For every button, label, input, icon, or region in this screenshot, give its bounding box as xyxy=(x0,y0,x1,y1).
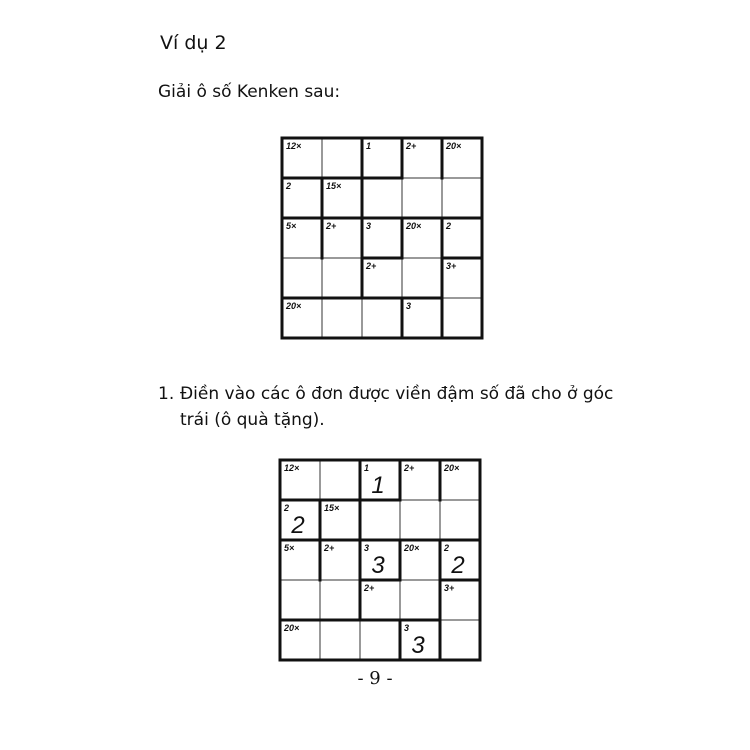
grid-cell xyxy=(440,500,480,540)
cage-label: 15× xyxy=(324,503,340,513)
cage-label: 2 xyxy=(444,543,450,553)
cage-label: 3+ xyxy=(446,261,457,271)
cage-label: 5× xyxy=(284,543,295,553)
page-number: - 9 - xyxy=(357,668,393,689)
grid-cell xyxy=(360,500,400,540)
cage-label: 2 xyxy=(286,181,292,191)
step-number: 1. xyxy=(158,384,175,404)
filled-value: 2 xyxy=(291,512,305,539)
cage-label: 2 xyxy=(284,503,290,513)
grid-cell xyxy=(320,620,360,660)
cage-label: 2+ xyxy=(366,261,377,271)
step-instruction xyxy=(158,381,618,433)
grid-cell xyxy=(402,258,442,298)
cage-label: 5× xyxy=(286,221,297,231)
grid-cell xyxy=(400,580,440,620)
cage-label: 3 xyxy=(366,221,372,231)
cage-label: 3 xyxy=(404,623,410,633)
kenken-grid-step1 xyxy=(280,460,480,660)
grid-cell xyxy=(362,298,402,338)
cage-label: 2+ xyxy=(364,583,375,593)
filled-value: 2 xyxy=(451,552,465,579)
grid-cell xyxy=(360,620,400,660)
cage-label: 3 xyxy=(406,301,412,311)
cage-label: 12× xyxy=(284,463,300,473)
cage-label: 2+ xyxy=(406,141,417,151)
grid-cell xyxy=(362,178,402,218)
cage-label: 1 xyxy=(366,141,372,151)
step-text: Điền vào các ô đơn được viền đậm số đã cho ở góc trái (ô quà tặng). xyxy=(180,384,614,430)
cage-label: 20× xyxy=(444,463,460,473)
grid-cell xyxy=(322,298,362,338)
filled-value: 3 xyxy=(411,632,425,659)
cage-label: 1 xyxy=(364,463,370,473)
cage-label: 2+ xyxy=(404,463,415,473)
grid-cell xyxy=(442,178,482,218)
intro-text: Giải ô số Kenken sau: xyxy=(158,82,341,102)
filled-value: 1 xyxy=(371,472,385,499)
cage-label: 3 xyxy=(364,543,370,553)
cage-label: 3+ xyxy=(444,583,455,593)
cage-label: 20× xyxy=(286,301,302,311)
cage-label: 2 xyxy=(446,221,452,231)
grid-cell xyxy=(400,500,440,540)
cage-label: 20× xyxy=(404,543,420,553)
cage-label: 20× xyxy=(446,141,462,151)
grid-cell xyxy=(320,460,360,500)
grid-cell xyxy=(440,620,480,660)
cage-label: 2+ xyxy=(324,543,335,553)
filled-value: 3 xyxy=(371,552,385,579)
grid-cell xyxy=(280,580,320,620)
cage-label: 20× xyxy=(284,623,300,633)
cage-label: 15× xyxy=(326,181,342,191)
kenken-grid-puzzle xyxy=(282,138,482,338)
grid-cell xyxy=(320,580,360,620)
grid-cell xyxy=(402,178,442,218)
grid-cell xyxy=(282,258,322,298)
cage-label: 20× xyxy=(406,221,422,231)
example-heading: Ví dụ 2 xyxy=(160,32,227,54)
cage-label: 2+ xyxy=(326,221,337,231)
grid-cell xyxy=(442,298,482,338)
grid-cell xyxy=(322,258,362,298)
grid-cell xyxy=(322,138,362,178)
cage-label: 12× xyxy=(286,141,302,151)
